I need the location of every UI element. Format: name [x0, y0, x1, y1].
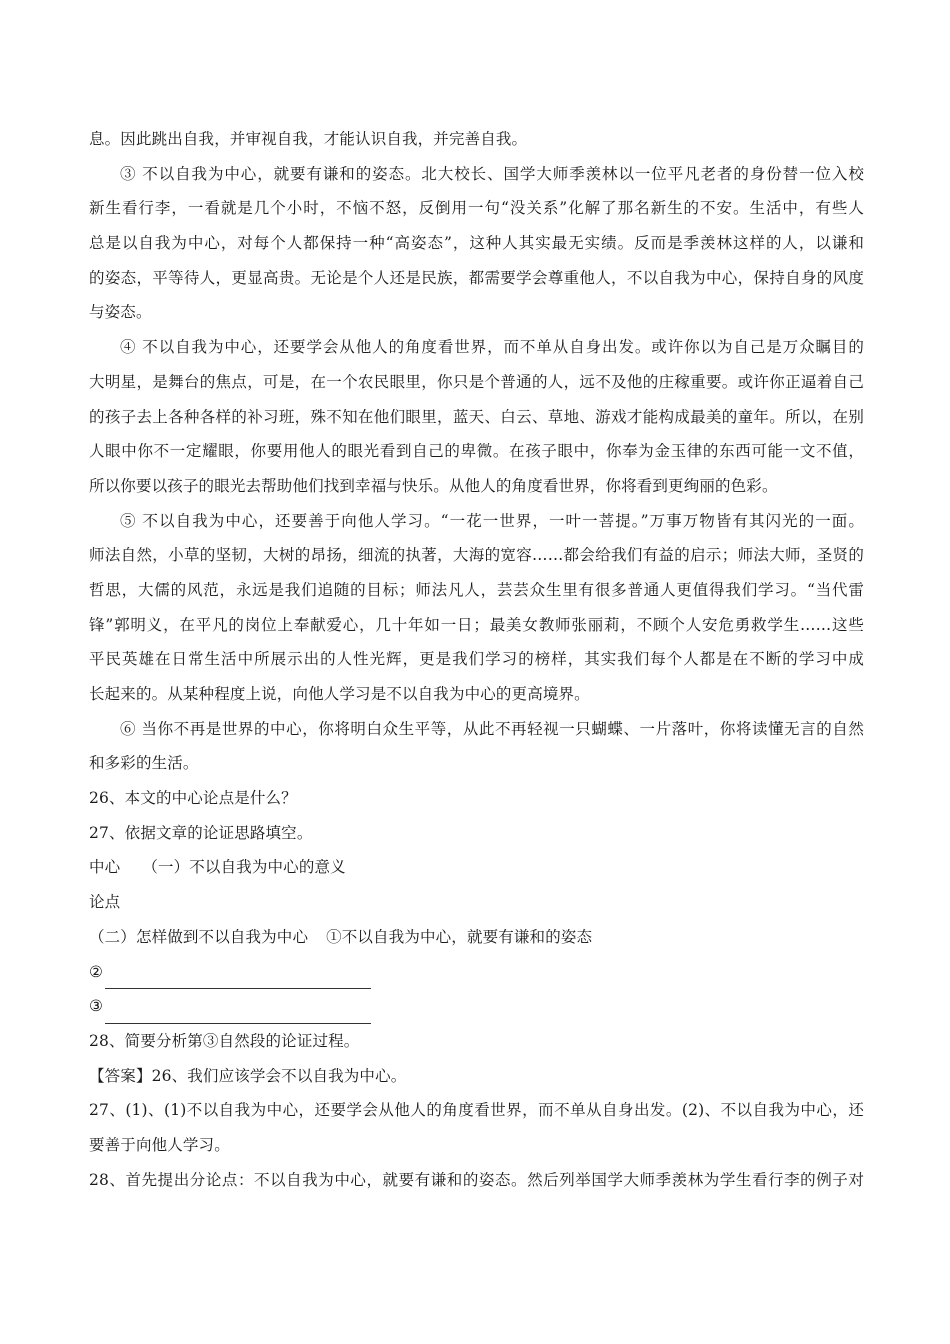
outline-blank-row-3 — [89, 989, 864, 1024]
paragraph-3-line-4: 的姿态，平等待人，更显高贵。无论是个人还是民族，都需要学会尊重他人，不以自我为中心，保持自身的风度 — [89, 268, 864, 287]
outline-row-2 — [89, 885, 864, 920]
paragraph-4 — [89, 330, 864, 503]
blank-2-line[interactable] — [105, 964, 371, 989]
paragraph-4-line-3: 的孩子去上各种各样的补习班，殊不知在他们眼里，蓝天、白云、草地、游戏才能构成最美的童年。所以，在别 — [89, 407, 864, 426]
outline-row-1 — [89, 850, 864, 885]
answer-27-line-2: 要善于向他人学习。 — [89, 1135, 230, 1154]
outline-center-label-2: 论点 — [89, 893, 121, 912]
paragraph-3-line-3: 总是以自我为中心，对每个人都保持一种“高姿态”，这种人其实最无实绩。反而是季羡林这样的人，以谦和 — [89, 234, 864, 253]
paragraph-5-line-2: 师法自然，小草的坚韧，大树的昂扬，细流的执著，大海的宽容……都会给我们有益的启示；师法大师，圣贤的 — [89, 546, 864, 565]
paragraph-6 — [89, 712, 864, 781]
paragraph-4-line-2: 大明星，是舞台的焦点，可是，在一个农民眼里，你只是个普通的人，远不及他的庄稼重要。或许你正逼着自己 — [89, 372, 864, 391]
blank-2-mark: ② — [89, 962, 104, 981]
paragraph-4-line-1: ④ 不以自我为中心，还要学会从他人的角度看世界，而不单从自身出发。或许你以为自己是万众瞩目的 — [120, 338, 864, 357]
blank-3-mark: ③ — [89, 997, 104, 1016]
paragraph-3-line-1: ③ 不以自我为中心，就要有谦和的姿态。北大校长、国学大师季羡林以一位平凡老者的身份替一位入校 — [120, 164, 864, 183]
answer-28-line-1: 28、首先提出分论点：不以自我为中心，就要有谦和的姿态。然后列举国学大师季羡林为学生看行李的例子对 — [89, 1170, 864, 1189]
outline-blank-row-2 — [89, 955, 864, 990]
question-27: 27、依据文章的论证思路填空。 — [89, 823, 313, 842]
outline-item-1: （一）不以自我为中心的意义 — [142, 858, 346, 877]
paragraph-5-line-4: 锋”郭明义，在平凡的岗位上奉献爱心，几十年如一日；最美女教师张丽莉，不顾个人安危勇救学生……这些 — [89, 615, 864, 634]
paragraph-5-line-1: ⑤ 不以自我为中心，还要善于向他人学习。“一花一世界，一叶一菩提。”万事万物皆有其闪光的一面。 — [120, 511, 864, 530]
answer-26: 【答案】26、我们应该学会不以自我为中心。 — [89, 1066, 407, 1085]
paragraph-5 — [89, 504, 864, 712]
question-26: 26、本文的中心论点是什么？ — [89, 789, 297, 808]
paragraph-4-line-4: 人眼中你不一定耀眼，你要用他人的眼光看到自己的卑微。在孩子眼中，你奉为金玉律的东西可能一文不值， — [89, 442, 864, 461]
answer-27-line-1: 27、(1)、(1)不以自我为中心，还要学会从他人的角度看世界，而不单从自身出发。(2)、不以自我为中心，还 — [89, 1101, 864, 1120]
paragraph-5-line-6: 长起来的。从某种程度上说，向他人学习是不以自我为中心的更高境界。 — [89, 685, 590, 703]
paragraph-6-line-2: 和多彩的生活。 — [89, 754, 199, 773]
paragraph-4-line-5: 所以你要以孩子的眼光去帮助他们找到幸福与快乐。从他人的角度看世界，你将看到更绚丽的色彩。 — [89, 476, 778, 495]
document-page — [89, 122, 864, 1197]
paragraph-3-line-2: 新生看行李，一看就是几个小时，不恼不怒，反倒用一句“没关系”化解了那名新生的不安。生活中，有些人 — [89, 199, 864, 218]
paragraph-5-line-3: 哲思，大儒的风范，永远是我们追随的目标；师法凡人，芸芸众生里有很多普通人更值得我们学习。“当代雷 — [89, 580, 864, 599]
question-28: 28、简要分析第③自然段的论证过程。 — [89, 1031, 360, 1050]
outline-item-2-head: （二）怎样做到不以自我为中心 — [89, 927, 309, 946]
outline-center-label-1: 中心 — [89, 858, 121, 877]
paragraph-3-line-5: 与姿态。 — [89, 303, 152, 322]
outline-item-2-sub-1: ①不以自我为中心，就要有谦和的姿态 — [326, 927, 593, 946]
paragraph-5-line-5: 平民英雄在日常生活中所展示出的人性光辉，更是我们学习的榜样，其实我们每个人都是在不断的学习中成 — [89, 650, 864, 669]
paragraph-6-line-1: ⑥ 当你不再是世界的中心，你将明白众生平等，从此不再轻视一只蝴蝶、一片落叶，你将读懂无言的自然 — [120, 719, 864, 738]
outline-row-3 — [89, 920, 864, 955]
paragraph-3 — [89, 157, 864, 330]
blank-3-line[interactable] — [105, 999, 371, 1024]
paragraph-intro-line: 息。因此跳出自我，并审视自我，才能认识自我，并完善自我。 — [89, 130, 528, 148]
